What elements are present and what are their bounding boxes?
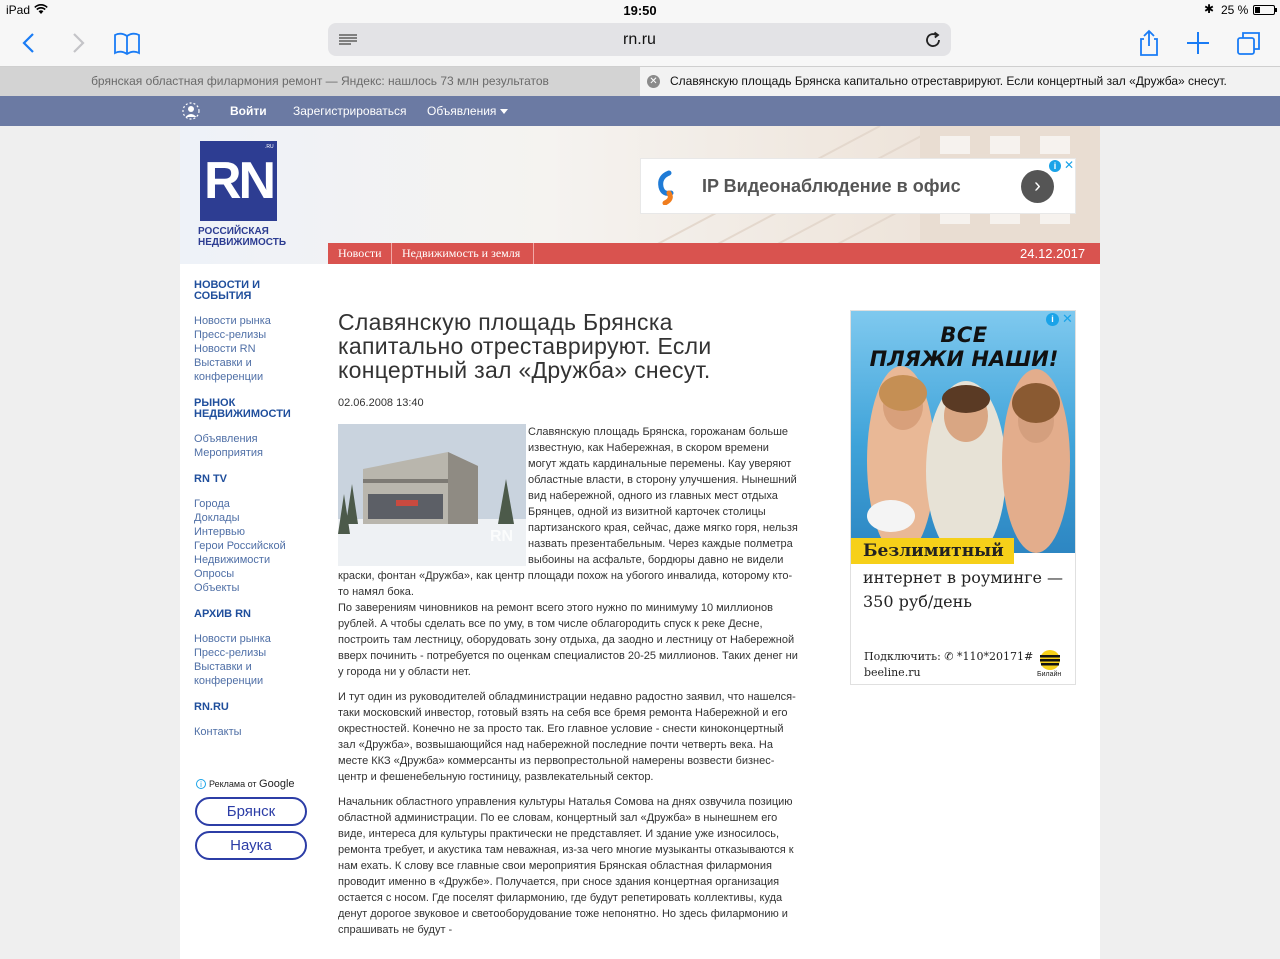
article-paragraph: Начальник областного управления культуры Наталья Сомова на днях озвучила позицию областной администрации. По ее словам, концертный зал «Дружба» в нынешнем его виде, интереса для культуры практически не представляет. И здание уже износилось, ремонта требует, и акустика там неважная, из-за чего многие музыканты отказываются к нам ехать. К слову все главные свои мероприятия Брянская областная филармония проводит именно в «Дружбе». Получается, при сносе здания концертная организация остается с носом. Где поселят филармонию, где будут репетировать коллективы, куда денут дорогое звуковое и светооборудование тоже непонятно. Но здесь филармонию и спрашивать не будут - [338, 796, 794, 936]
tab-rn-article[interactable]: Славянскую площадь Брянска капитально отреставрируют. Если концертный зал «Дружба» снесут. [640, 67, 1280, 96]
beeline-ad[interactable] [850, 310, 1076, 685]
rn-logo[interactable] [200, 141, 277, 221]
site-nav [0, 96, 1280, 126]
sidebar-section [194, 280, 324, 384]
status-bar [0, 0, 1280, 20]
sidebar-section [194, 702, 324, 739]
url-text: rn.ru [623, 31, 656, 48]
sidebar-link[interactable]: Герои Российской Недвижимости [194, 540, 286, 566]
sidebar-link[interactable]: Выставки и конференции [194, 661, 264, 687]
ad-choice-label: Реклама от [209, 779, 257, 789]
sidebar-link[interactable]: Объекты [194, 582, 240, 594]
site-header [180, 126, 1100, 264]
bookmarks-icon[interactable] [112, 28, 142, 58]
concert-hall-image [338, 424, 526, 566]
tabs-overview-icon[interactable] [1234, 28, 1264, 58]
ad-button-bryansk[interactable]: Брянск [195, 797, 307, 826]
bluetooth-icon: ✱ [1204, 2, 1215, 16]
sidebar-link[interactable]: Объявления [194, 433, 258, 445]
clock: 19:50 [623, 3, 657, 18]
chevron-right-icon[interactable]: › [1021, 170, 1054, 203]
article-title: Славянскую площадь Брянска капитально отреставрируют. Если концертный зал «Дружба» снесут. [338, 309, 712, 383]
sidebar-link[interactable]: Опросы [194, 568, 235, 580]
sidebar-section [194, 474, 324, 595]
breadcrumb [328, 243, 1100, 264]
photo-watermark: RN [490, 528, 514, 545]
sidebar-heading: НОВОСТИ И СОБЫТИЯ [194, 279, 260, 302]
forward-icon[interactable] [63, 28, 93, 58]
article-photo [338, 424, 526, 566]
ads-menu[interactable] [427, 104, 508, 118]
sidebar-heading: RN.RU [194, 701, 229, 713]
ad-close-icon[interactable]: ✕ [1064, 158, 1075, 172]
article-paragraph: По заверениям чиновников на ремонт всего этого нужно по минимуму 10 миллионов рублей. А чтобы сделать все по уму, в том числе облагородить спуск к реке Десне, построить там лестницу, оборудовать зону отдыха, да заодно и лестницу от Набережной вверх починить - потребуется по оценкам специалистов 20-25 миллионов. Таких денег ни у города ни у области нет. [338, 602, 798, 678]
sidebar-link[interactable]: Интервью [194, 526, 245, 538]
google-label: Google [259, 778, 295, 790]
sidebar-link[interactable]: Пресс-релизы [194, 647, 267, 659]
breadcrumb-realty[interactable]: Недвижимость и земля [402, 246, 521, 260]
logo-ru: .RU [265, 144, 274, 150]
battery-level [1255, 7, 1260, 13]
sidebar-link[interactable]: Мероприятия [194, 447, 263, 459]
tab-yandex[interactable]: брянская областная филармония ремонт — Яндекс: нашлось 73 млн результатов [0, 67, 640, 96]
info-icon: i [196, 779, 206, 789]
sidebar-link[interactable]: Новости рынка [194, 315, 271, 327]
sidebar-heading: РЫНОК НЕДВИЖИМОСТИ [194, 397, 291, 420]
tab-strip [0, 66, 1280, 96]
sidebar-link[interactable]: Новости RN [194, 343, 256, 355]
sidebar-link[interactable]: Доклады [194, 512, 240, 524]
address-bar[interactable] [328, 23, 951, 56]
top-ad-text: IP Видеонаблюдение в офис [702, 176, 961, 196]
ad-unlimited: Безлимитный [851, 538, 1014, 564]
sidebar-heading: АРХИВ RN [194, 608, 251, 620]
sidebar-link[interactable]: Новости рынка [194, 633, 271, 645]
sidebar-link[interactable]: Города [194, 498, 230, 510]
battery-icon [1253, 5, 1275, 15]
ad-site: beeline.ru [864, 666, 921, 679]
ad-info-icon[interactable]: i [1046, 313, 1059, 326]
sidebar-section [194, 398, 324, 460]
new-tab-icon[interactable] [1183, 28, 1213, 58]
rostelecom-logo-icon [655, 169, 681, 205]
breadcrumb-news[interactable]: Новости [338, 246, 382, 260]
article [338, 310, 798, 947]
sidebar-section [194, 609, 324, 688]
user-icon[interactable] [180, 101, 202, 121]
article-paragraph: И тут один из руководителей обладминистрации недавно радостно заявил, что нашелся-таки московский инвестор, готовый взять на себя все бремя ремонта Набережной и его окрестностей. Конечно не за просто так. Его главное условие - снести киноконцертный зал «Дружба», возвышающийся над набережной последние почти четверть века. На месте ККЗ «Дружба» коммерсанты из первопрестольной намерены возвести бизнес-центр и фешенебельную гостиницу, развлекательный сектор. [338, 691, 796, 783]
sidebar-link[interactable]: Пресс-релизы [194, 329, 267, 341]
sidebar [194, 280, 324, 753]
login-link[interactable]: Войти [230, 104, 267, 118]
breadcrumb-separator [391, 243, 392, 264]
header-date: 24.12.2017 [1020, 246, 1086, 261]
ad-button-nauka[interactable]: Наука [195, 831, 307, 860]
reload-icon[interactable] [924, 31, 942, 49]
article-body [338, 424, 798, 938]
logo-caption: РОССИЙСКАЯ НЕДВИЖИМОСТЬ [198, 226, 287, 248]
ad-headline: ПЛЯЖИ НАШИ! [869, 347, 1059, 371]
ad-close-icon[interactable]: ✕ [1062, 311, 1073, 326]
share-icon[interactable] [1134, 28, 1164, 58]
article-date: 02.06.2008 13:40 [338, 397, 424, 409]
browser-toolbar [0, 20, 1280, 66]
chevron-down-icon [500, 109, 508, 114]
sidebar-link[interactable]: Контакты [194, 726, 242, 738]
page-content [180, 126, 1100, 959]
back-icon[interactable] [14, 28, 44, 58]
ads-menu-label: Объявления [427, 104, 497, 118]
ad-connect: Подключить: ✆ *110*20171# [864, 650, 1034, 663]
battery-percent: 25 % [1221, 3, 1249, 17]
ad-offer: интернет в роуминге — 350 руб/день [863, 568, 1064, 611]
sidebar-link[interactable]: Выставки и конференции [194, 357, 264, 383]
sidebar-heading: RN TV [194, 473, 227, 485]
register-link[interactable]: Зарегистрироваться [293, 104, 407, 118]
device-label: iPad [6, 3, 31, 17]
ad-headline: ВСЕ [940, 323, 988, 347]
ad-info-icon[interactable]: i [1049, 160, 1061, 172]
beeline-brand: Билайн [1037, 671, 1062, 678]
article-paragraph: Славянскую площадь Брянска, горожанам больше известную, как Набережная, в скором времени могут ждать кардинальные перемены. Кау уверяют областные власти, в сторону улучшения. Нынешний вид набережной, одного из главных мест отдыха Брянцев, одной из визитной карточек столицы партизанского края, сейчас, даже мягко горя, нельзя назвать презентабельным. Через каждые полметра выбоины на асфальте, бордюры давно не видели краски, фонтан «Дружба», как центр площади похож на убогого инвалида, которому кто-то намял бока. [338, 426, 798, 598]
logo-text: RN [203, 152, 274, 210]
beeline-logo-icon [1039, 649, 1061, 671]
top-banner-ad[interactable] [640, 158, 1076, 214]
ad-choice[interactable] [196, 778, 295, 790]
close-tab-icon[interactable]: ✕ [647, 75, 660, 88]
breadcrumb-separator [533, 243, 534, 264]
